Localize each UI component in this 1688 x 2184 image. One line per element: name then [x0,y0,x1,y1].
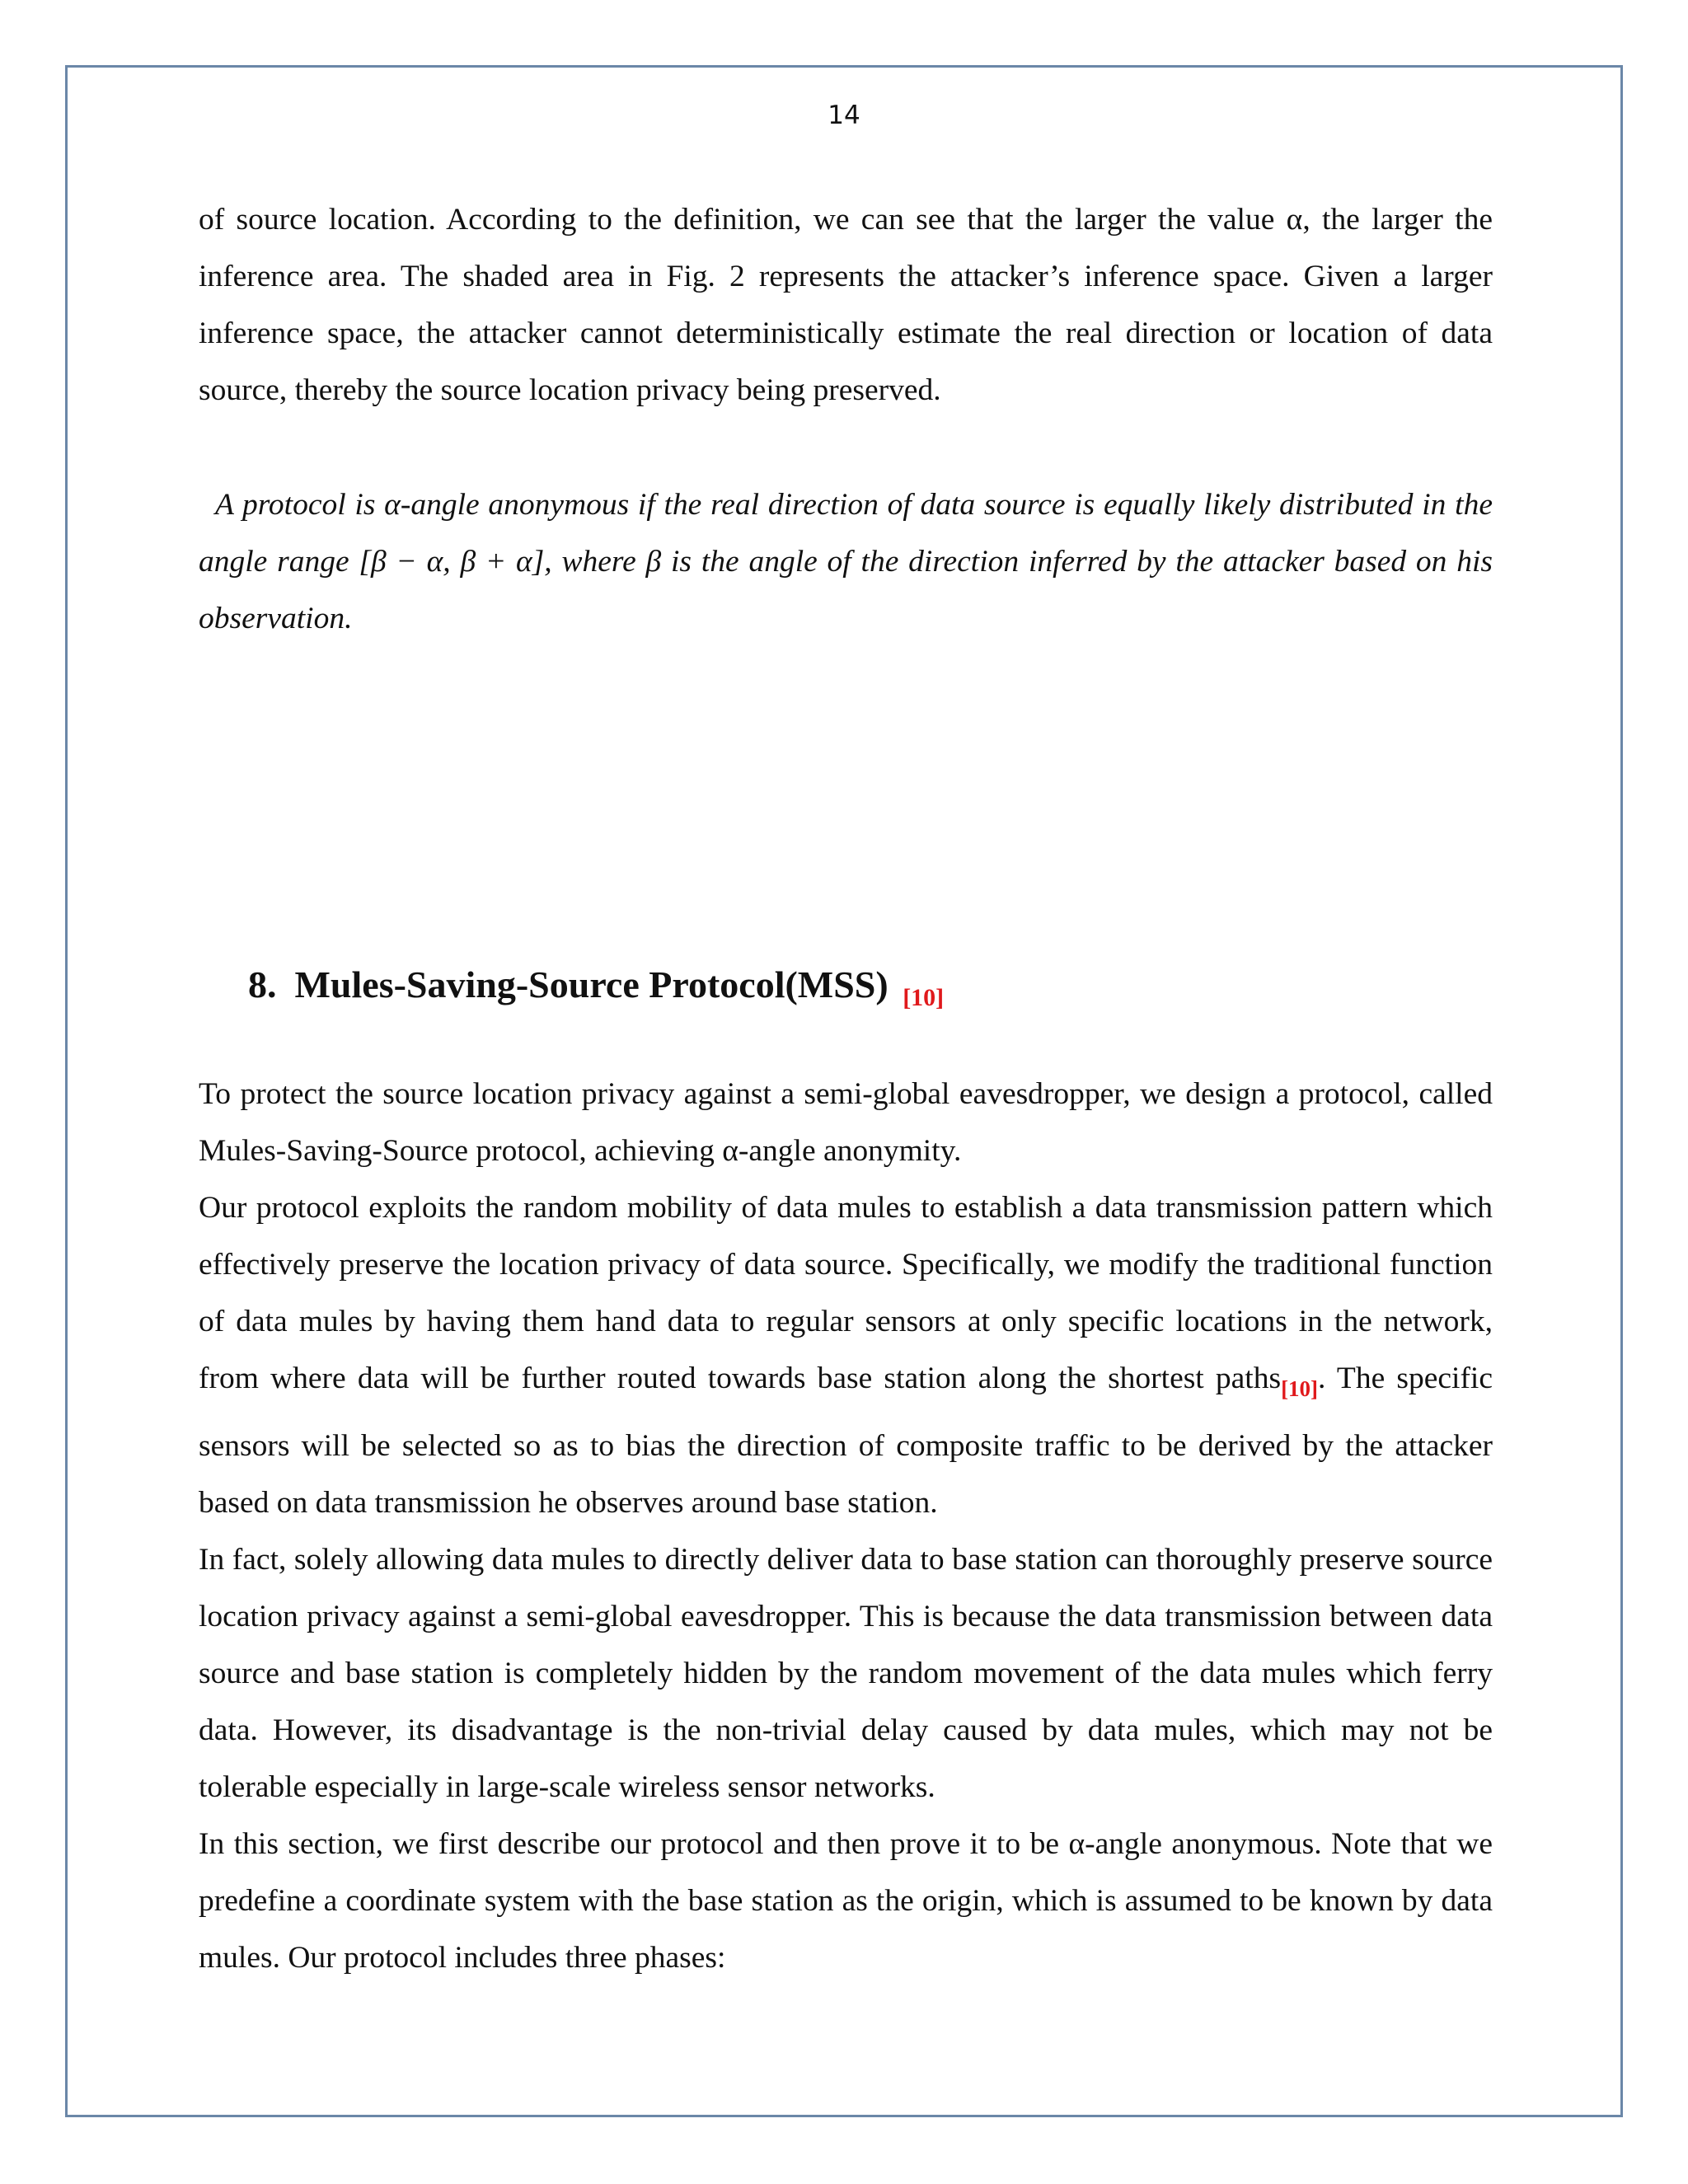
body-paragraph-1: To protect the source location privacy against a semi-global eavesdropper, we design a protocol, called Mules-Saving-Source protocol, achieving α-angle anonymity. [199,1077,1493,1168]
spacer [199,1023,1493,1066]
section-number: 8. [248,963,277,1005]
body-paragraph-4: In this section, we first describe our protocol and then prove it to be α-angle anonymous. Note that we predefine a coordinate system with the base station as the origin, which is assumed to be known by data mules. Our protocol includes three phases: [199,1827,1493,1975]
inline-citation[interactable]: [10] [1281,1376,1319,1401]
section-citation[interactable]: [10] [903,984,945,1011]
body-paragraph-3: In fact, solely allowing data mules to directly deliver data to base station can thoroughly preserve source location privacy against a semi-global eavesdropper. This is because the data transmission between data source and base station is completely hidden by the random movement of the data mules which ferry data. However, its disadvantage is the non-trivial delay caused by data mules, which may not be tolerable especially in large-scale wireless sensor networks. [199,1543,1493,1804]
page-number: 14 [828,101,860,130]
definition-paragraph: A protocol is α-angle anonymous if the real direction of data source is equally likely distributed in the angle range [β − α, β + α], where β is the angle of the direction inferred by the attacker based on his observation. [199,488,1493,635]
body-paragraph-2-text: Our protocol exploits the random mobility of data mules to establish a data transmission pattern which effectively preserve the location privacy of data source. Specifically, we modify the traditional function of data mules by having them hand data to regular sensors at only specific locations in the network, from where data will be further routed towards base station along the shortest paths [199,1191,1493,1395]
intro-paragraph: of source location. According to the definition, we can see that the larger the value α, the larger the inference area. The shaded area in Fig. 2 represents the attacker’s inference space. Given a larger inference space, the attacker cannot deterministically estimate the real direction or location of data source, thereby the source location privacy being preserved. [199,203,1493,407]
body-paragraph-2 [199,1179,1493,1531]
spacer [199,647,1493,960]
section-title: Mules-Saving-Source Protocol(MSS) [294,963,889,1005]
spacer [199,419,1493,476]
body-paragraph-2-text-cont: . The specific sensors will be selected so as to bias the direction of composite traffic to be derived by the attacker based on data transmission he observes around base station. [199,1361,1493,1520]
page-content [199,191,1493,1986]
section-heading [199,960,1493,1023]
